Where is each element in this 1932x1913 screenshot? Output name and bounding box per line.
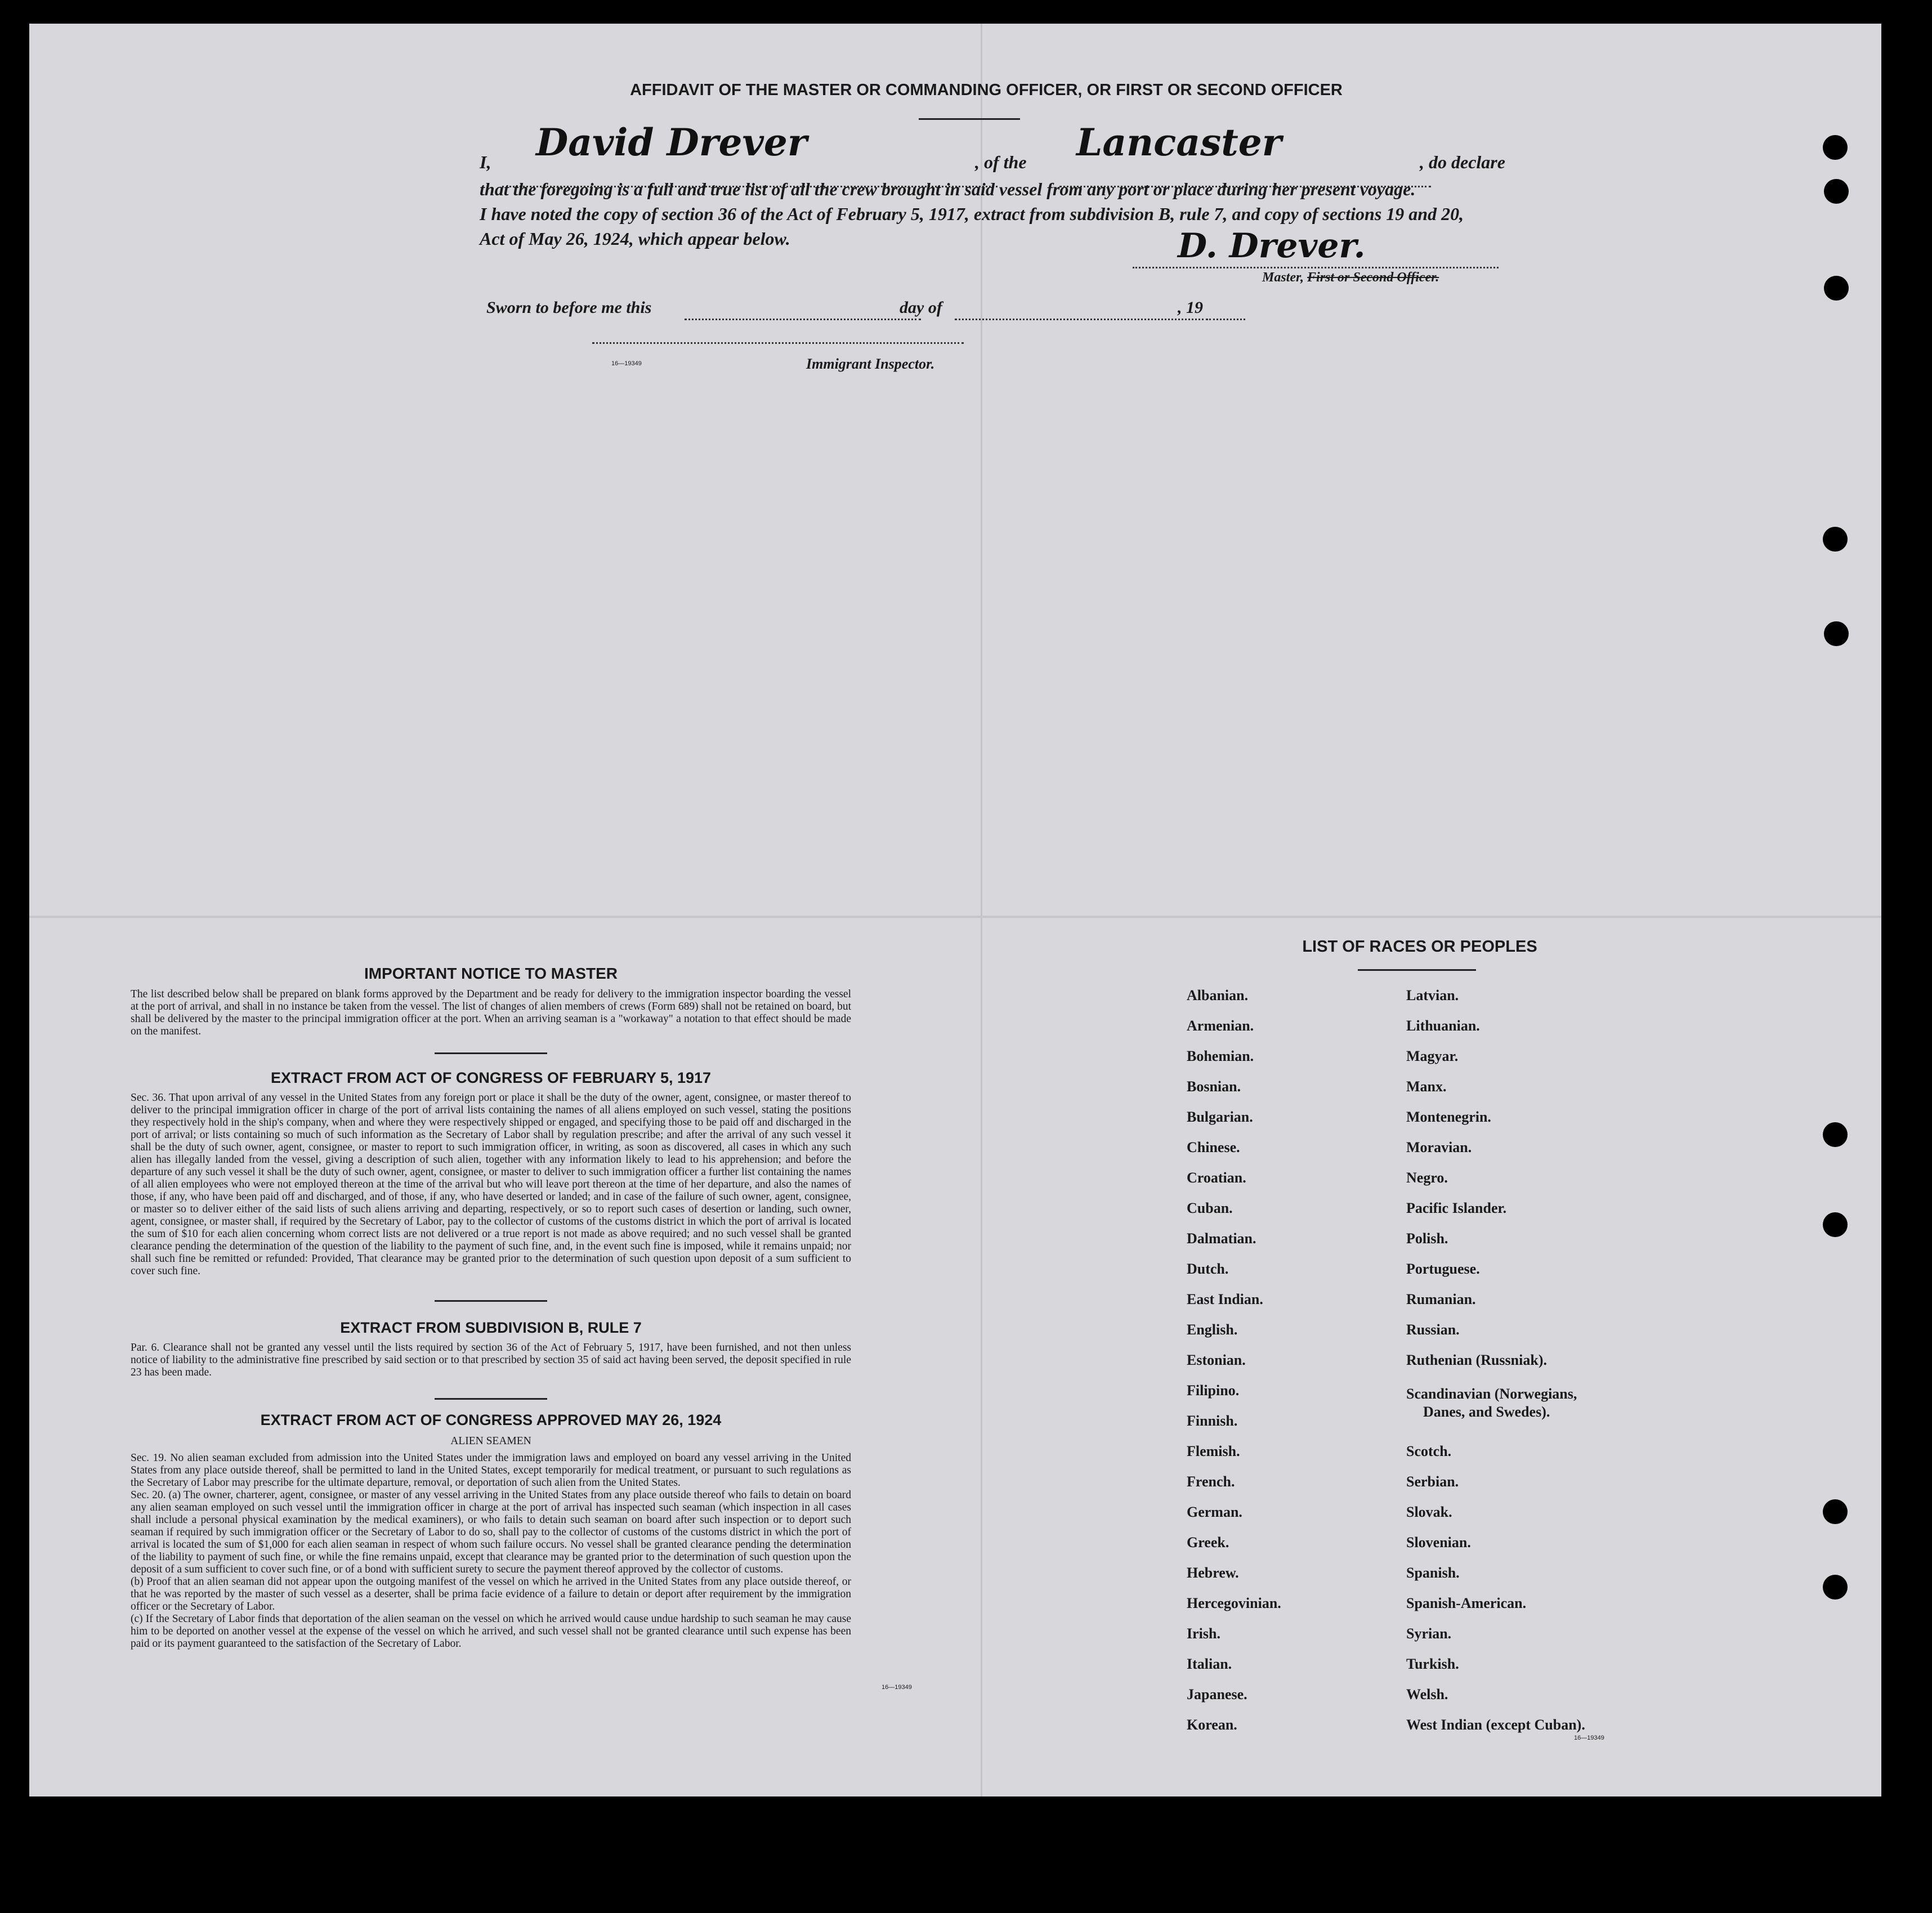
extract-1924-body (131, 1452, 851, 1650)
sec-20b-text: (b) Proof that an alien seaman did not appear upon the outgoing manifest of the vessel on which he arrived in the United States from any place outside thereof, or that he was reported by the master of such vessel as a deserter, shall be prima facie evidence of a failure to detain or deport after requirement by the immigration officer or the Secretary of Labor. (131, 1576, 851, 1612)
race-item: Montenegrin. (1406, 1109, 1491, 1125)
race-item: Bulgarian. (1187, 1109, 1253, 1125)
race-item: Slovak. (1406, 1504, 1452, 1520)
race-item: Greek. (1187, 1534, 1229, 1551)
race-item: Scandinavian (Norwegians, (1406, 1386, 1577, 1402)
vessel-name-handwritten: Lancaster (1076, 120, 1282, 164)
punch-hole-icon (1823, 527, 1848, 552)
i-label: I, (480, 152, 491, 172)
race-item: Chinese. (1187, 1139, 1240, 1155)
race-item: Portuguese. (1406, 1261, 1480, 1277)
alien-seamen-subtitle: ALIEN SEAMEN (450, 1435, 531, 1447)
extract-1917-title: EXTRACT FROM ACT OF CONGRESS OF FEBRUARY 5, 1917 (270, 1069, 712, 1086)
punch-hole-icon (1823, 1212, 1848, 1237)
punch-hole-icon (1824, 179, 1849, 204)
horizontal-fold-line (29, 916, 1881, 918)
races-title: LIST OF RACES OR PEOPLES (1302, 938, 1537, 956)
race-item: Estonian. (1187, 1352, 1246, 1368)
struck-officer-label: First or Second Officer. (1307, 270, 1439, 285)
punch-hole-icon (1823, 135, 1848, 160)
title-divider (919, 118, 1020, 120)
race-item: German. (1187, 1504, 1242, 1520)
section-divider (435, 1052, 547, 1054)
form-code-bottom-left: 16—19349 (882, 1684, 912, 1691)
notice-title: IMPORTANT NOTICE TO MASTER (364, 965, 618, 982)
race-item: Turkish. (1406, 1656, 1459, 1672)
race-item: Irish. (1187, 1625, 1220, 1642)
form-code-bottom-right: 16—19349 (1574, 1735, 1604, 1741)
section-divider (435, 1300, 547, 1302)
race-item: English. (1187, 1321, 1238, 1338)
race-item: Albanian. (1187, 987, 1249, 1003)
sworn-month-field (955, 298, 1208, 320)
race-item: Hebrew. (1187, 1565, 1239, 1581)
vertical-fold-line (981, 24, 982, 1796)
year-label: , 19 (1178, 298, 1203, 317)
punch-hole-icon (1824, 621, 1849, 646)
section-divider (435, 1398, 547, 1400)
inspector-label: Immigrant Inspector. (806, 356, 935, 372)
race-item: Scotch. (1406, 1443, 1452, 1459)
master-signature: D. Drever. (1178, 226, 1366, 266)
race-item: Flemish. (1187, 1443, 1240, 1459)
race-item: Danes, and Swedes). (1423, 1404, 1550, 1420)
race-item: Negro. (1406, 1170, 1448, 1186)
sworn-day-field (685, 298, 921, 320)
race-item: Hercegovinian. (1187, 1595, 1281, 1611)
document-sheet (29, 24, 1881, 1796)
race-item: Korean. (1187, 1717, 1237, 1733)
race-item: Bosnian. (1187, 1078, 1241, 1095)
extract-rule7-title: EXTRACT FROM SUBDIVISION B, RULE 7 (340, 1319, 642, 1336)
race-item: Ruthenian (Russniak). (1406, 1352, 1547, 1368)
master-label: Master, (1262, 270, 1304, 285)
race-item: Croatian. (1187, 1170, 1246, 1186)
sec-20c-text: (c) If the Secretary of Labor finds that deportation of the alien seaman on the vessel on which he arrived would cause undue hardship to such seaman he may cause him to be deported on another vessel at the expense of the vessel on which he arrived, and such vessel shall not be granted clearance until such expense has been paid or its payment guaranteed to the satisfaction of the Secretary of Labor. (131, 1613, 851, 1650)
notice-body: The list described below shall be prepared on blank forms approved by the Department and be ready for delivery to the immigration inspector boarding the vessel at the port of arrival, and shall in no instance be taken from the vessel. The list of changes of alien members of crews (Form 689) shall not be retained on board, but shall be delivered by the master to the principal immigration officer at the port. When an arriving seaman is a "workaway" a notation to that effect should be made on the manifest. (131, 988, 851, 1037)
race-item: Armenian. (1187, 1018, 1254, 1034)
race-item: Dutch. (1187, 1261, 1229, 1277)
race-item: Russian. (1406, 1321, 1460, 1338)
master-name-handwritten: David Drever (536, 120, 807, 164)
affidavit-line-1: that the foregoing is a full and true list of all the crew brought in said vessel from any port or place during her present voyage. (480, 179, 1416, 199)
punch-hole-icon (1823, 1575, 1848, 1600)
race-item: Latvian. (1406, 987, 1459, 1003)
day-of-label: day of (900, 298, 942, 317)
form-code: 16—19349 (611, 360, 642, 367)
race-item: Lithuanian. (1406, 1018, 1480, 1034)
race-item: Welsh. (1406, 1686, 1448, 1703)
extract-rule7-body: Par. 6. Clearance shall not be granted any vessel until the lists required by section 36 of the Act of February 5, 1917, have been furnished, and not then unless notice of liability to the administrative fine prescribed by said section or to that prescribed by section 35 of said act having been served, the deposit specified in rule 23 has been made. (131, 1342, 851, 1378)
do-declare-label: , do declare (1420, 152, 1505, 172)
race-item: Finnish. (1187, 1413, 1238, 1429)
punch-hole-icon (1823, 1499, 1848, 1524)
race-item: Moravian. (1406, 1139, 1472, 1155)
race-item: Spanish. (1406, 1565, 1460, 1581)
extract-1924-title: EXTRACT FROM ACT OF CONGRESS APPROVED MAY 26, 1924 (260, 1412, 722, 1428)
sworn-label: Sworn to before me this (486, 298, 652, 317)
inspector-signature-line (592, 339, 964, 344)
race-item: Serbian. (1406, 1473, 1459, 1490)
race-item: Slovenian. (1406, 1534, 1471, 1551)
race-item: Pacific Islander. (1406, 1200, 1507, 1216)
master-label-group (1262, 270, 1439, 285)
race-item: Polish. (1406, 1230, 1448, 1247)
race-item: West Indian (except Cuban). (1406, 1717, 1585, 1733)
sworn-year-field (1209, 298, 1245, 320)
affidavit-line-3: Act of May 26, 1924, which appear below. (480, 229, 790, 249)
race-item: Manx. (1406, 1078, 1447, 1095)
race-item: Japanese. (1187, 1686, 1247, 1703)
extract-1917-body: Sec. 36. That upon arrival of any vessel in the United States from any foreign port or place it shall be the duty of the owner, agent, consignee, or master thereof to deliver to the principal immigration officer in charge of the port of arrival lists containing the names of all aliens employed on such vessel, stating the positions they respectively hold in the ship's company, when and where they were respectively shipped or engaged, and specifying those to be paid off and discharged in the port of arrival; or lists containing so much of such information as the Secretary of Labor shall by regulation prescribe; and after the arrival of any such vessel it shall be the duty of such owner, agent, consignee, or master to report to such immigration officer, in writing, as soon as discovered, all cases in which any such alien has illegally landed from the vessel, giving a description of such alien, together with any information likely to lead to his apprehension; and before the departure of any such vessel it shall be the duty of such owner, agent, consignee, or master to deliver to such immigration officer a further list containing the names of all alien employees who were not employed thereon at the time of the arrival but who will leave port thereon at the time of her departure, and also the names of those, if any, who have been paid off and discharged, and of those, if any, who have deserted or landed; and in case of the failure of such owner, agent, consignee, or master so to deliver either of the said lists of such aliens arriving and departing, respectively, or so to report such cases of desertion or landing, such owner, agent, consignee, or master shall, if required by the Secretary of Labor, pay to the collector of customs of the customs district in which the port of arrival is located the sum of $10 for each alien concerning whom correct lists are not delivered or a true report is not made as above required; and no such vessel shall be granted clearance pending the determination of the question of the liability to the payment of such fine, and, in the event such fine is imposed, while it remains unpaid; nor shall such fine be remitted or refunded: Provided, That clearance may be granted prior to the determination of such question upon deposit of a sum sufficient to cover such fine. (131, 1092, 851, 1277)
punch-hole-icon (1824, 276, 1849, 301)
sec-19-text: Sec. 19. No alien seaman excluded from admission into the United States under the immigration laws and employed on board any vessel arriving in the United States from any place outside thereof, shall be permitted to land in the United States, except temporarily for medical treatment, or pursuant to such regulations as the Secretary of Labor may prescribe for the ultimate departure, removal, or deportation of such alien from the United States. (131, 1452, 851, 1489)
race-item: Cuban. (1187, 1200, 1233, 1216)
sec-20a-text: Sec. 20. (a) The owner, charterer, agent, consignee, or master of any vessel arriving in the United States from any place outside thereof who fails to detain on board any alien seaman employed on such vessel until the immigration officer in charge at the port of arrival has inspected such seaman (which inspection in all cases shall include a personal physical examination by the medical examiners), or who fails to detain such seaman on board after such inspection or to deport such seaman if required by such immigration officer or the Secretary of Labor to do so, shall pay to the collector of customs of the customs district in which the port of arrival is located the sum of $1,000 for each alien seaman in respect of whom such failure occurs. No vessel shall be granted clearance pending the determination of the liability to payment of such fine, or while the fine remains unpaid, except that clearance may be granted prior to the determination of such question upon the deposit of a sum sufficient to cover such fine, or of a bond with sufficient surety to secure the payment thereof approved by the collector of customs. (131, 1489, 851, 1575)
race-item: Spanish-American. (1406, 1595, 1527, 1611)
race-item: Dalmatian. (1187, 1230, 1256, 1247)
race-item: Filipino. (1187, 1382, 1240, 1399)
race-item: Rumanian. (1406, 1291, 1476, 1307)
races-divider (1358, 969, 1476, 971)
affidavit-title: AFFIDAVIT OF THE MASTER OR COMMANDING OFFICER, OR FIRST OR SECOND OFFICER (630, 81, 1343, 99)
race-item: Syrian. (1406, 1625, 1452, 1642)
of-the-label: , of the (975, 152, 1027, 172)
race-item: Bohemian. (1187, 1048, 1254, 1064)
race-item: Magyar. (1406, 1048, 1459, 1064)
race-item: Italian. (1187, 1656, 1232, 1672)
affidavit-line-2: I have noted the copy of section 36 of the Act of February 5, 1917, extract from subdivision B, rule 7, and copy of sections 19 and 20, (480, 204, 1464, 224)
affidavit-text (480, 177, 1527, 251)
race-item: East Indian. (1187, 1291, 1263, 1307)
race-item: French. (1187, 1473, 1235, 1490)
punch-hole-icon (1823, 1122, 1848, 1147)
